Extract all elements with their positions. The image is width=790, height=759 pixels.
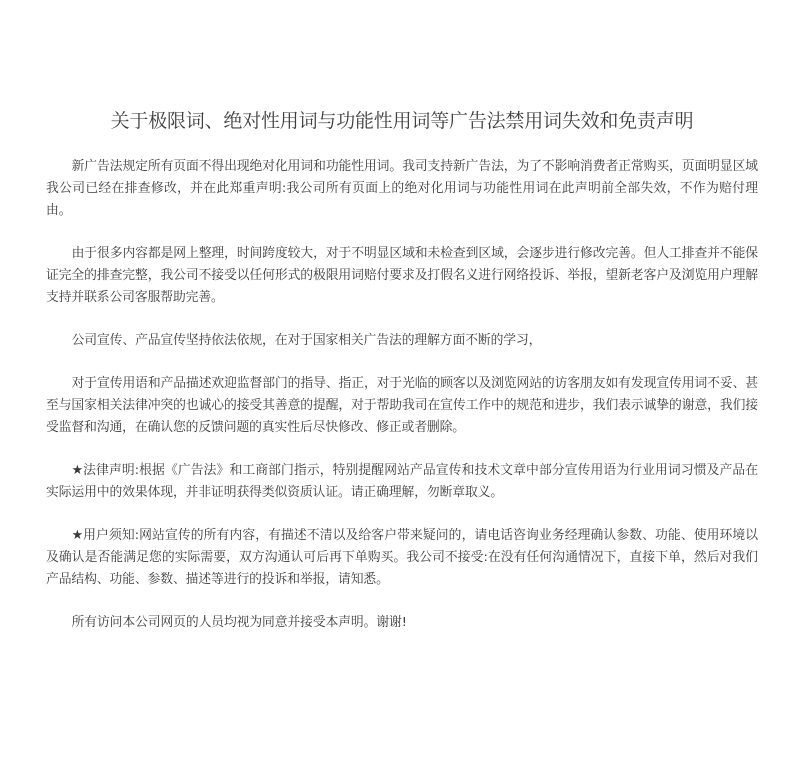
paragraph-content-review: 由于很多内容都是网上整理，时间跨度较大，对于不明显区域和未检查到区域，会逐步进行修改完善。但人工排查并不能保证完全的排查完整，我公司不接受以任何形式的极限用词赔付要求及打假名义进行网络投诉、举报，望新老客户及浏览用户理解支持并联系公司客服帮助完善。 (46, 246, 758, 305)
paragraph-compliance: 公司宣传、产品宣传坚持依法依规，在对于国家相关广告法的理解方面不断的学习， (71, 333, 542, 348)
paragraph-user-notice: ★用户须知:网站宣传的所有内容，有描述不清以及给客户带来疑问的，请电话咨询业务经理确认参数、功能、使用环境以及确认是否能满足您的实际需要，双方沟通认可后再下单购买。我公司不接受:在没有任何沟通情况下，直接下单，然后对我们产品结构、功能、参数、描述等进行的投诉和举报，请知悉。 (46, 528, 758, 587)
paragraph-advertising-law: 新广告法规定所有页面不得出现绝对化用词和功能性用词。我司支持新广告法，为了不影响消费者正常购买，页面明显区域我公司已经在排查修改，并在此郑重声明:我公司所有页面上的绝对化用词与功能性用词在此声明前全部失效，不作为赔付理由。 (46, 159, 758, 218)
document-body (46, 156, 758, 634)
document-title: 关于极限词、绝对性用词与功能性用词等广告法禁用词失效和免责声明 (110, 110, 694, 132)
paragraph-legal-notice: ★法律声明:根据《广告法》和工商部门指示，特别提醒网站产品宣传和技术文章中部分宣传用语为行业用词习惯及产品在实际运用中的效果体现，并非证明获得类似资质认证。请正确理解，勿断章取义。 (46, 463, 758, 500)
paragraph-supervision: 对于宣传用语和产品描述欢迎监督部门的指导、指正，对于光临的顾客以及浏览网站的访客朋友如有发现宣传用词不妥、甚至与国家相关法律冲突的也诚心的接受其善意的提醒，对于帮助我司在宣传工作中的规范和进步，我们表示诚挚的谢意，我们接受监督和沟通，在确认您的反馈问题的真实性后尽快修改、修正或者删除。 (46, 376, 758, 435)
paragraph-acceptance: 所有访问本公司网页的人员均视为同意并接受本声明。谢谢! (71, 615, 407, 630)
disclaimer-document (46, 0, 758, 655)
